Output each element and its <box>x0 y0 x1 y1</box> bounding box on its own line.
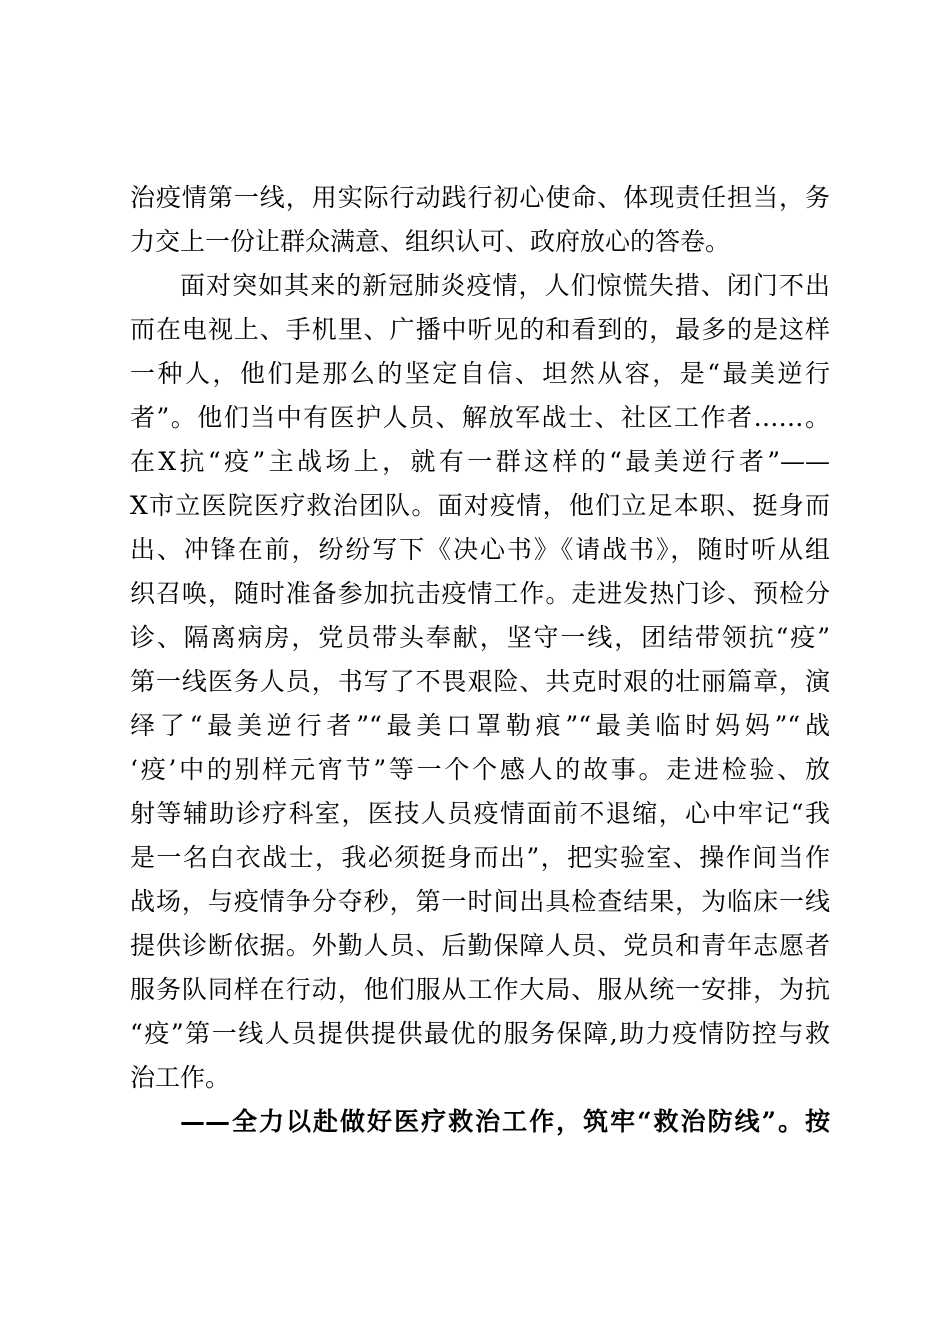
text-line: ‘疫’中的别样元宵节”等一个个感人的故事。走进检验、放 <box>130 755 830 784</box>
text-line: 织召唤，随时准备参加抗击疫情工作。走进发热门诊、预检分 <box>130 579 830 608</box>
text-line: “疫”第一线人员提供提供最优的服务保障,助力疫情防控与救 <box>130 1019 830 1048</box>
text-line: 诊、隔离病房，党员带头奉献，坚守一线，团结带领抗“疫” <box>130 623 830 652</box>
text-line: 治工作。 <box>130 1063 231 1092</box>
text-line: 而在电视上、手机里、广播中听见的和看到的，最多的是这样 <box>130 315 830 344</box>
section-heading: ——全力以赴做好医疗救治工作，筑牢“救治防线”。按 <box>180 1107 830 1136</box>
text-line: 治疫情第一线，用实际行动践行初心使命、体现责任担当，务 <box>130 183 830 212</box>
text-line: 在X抗“疫”主战场上，就有一群这样的“最美逆行者”—— <box>130 447 830 476</box>
text-line: 绎了“最美逆行者”“最美口罩勒痕”“最美临时妈妈”“战 <box>130 711 830 740</box>
text-line: 第一线医务人员，书写了不畏艰险、共克时艰的壮丽篇章，演 <box>130 667 830 696</box>
text-line: 提供诊断依据。外勤人员、后勤保障人员、党员和青年志愿者 <box>130 931 830 960</box>
text-line: 一种人，他们是那么的坚定自信、坦然从容，是“最美逆行 <box>130 359 830 388</box>
text-line: 力交上一份让群众满意、组织认可、政府放心的答卷。 <box>130 227 731 256</box>
text-line: 射等辅助诊疗科室，医技人员疫情面前不退缩，心中牢记“我 <box>130 799 830 828</box>
text-line: 出、冲锋在前，纷纷写下《决心书》《请战书》，随时听从组 <box>130 535 830 564</box>
text-line: 者”。他们当中有医护人员、解放军战士、社区工作者……。 <box>130 403 830 432</box>
text-line: 面对突如其来的新冠肺炎疫情，人们惊慌失措、闭门不出 <box>180 271 830 300</box>
text-line: 是一名白衣战士，我必须挺身而出”，把实验室、操作间当作 <box>130 843 830 872</box>
text-line: X市立医院医疗救治团队。面对疫情，他们立足本职、挺身而 <box>130 491 830 520</box>
text-line: 服务队同样在行动，他们服从工作大局、服从统一安排，为抗 <box>130 975 830 1004</box>
text-line: 战场，与疫情争分夺秒，第一时间出具检查结果，为临床一线 <box>130 887 830 916</box>
